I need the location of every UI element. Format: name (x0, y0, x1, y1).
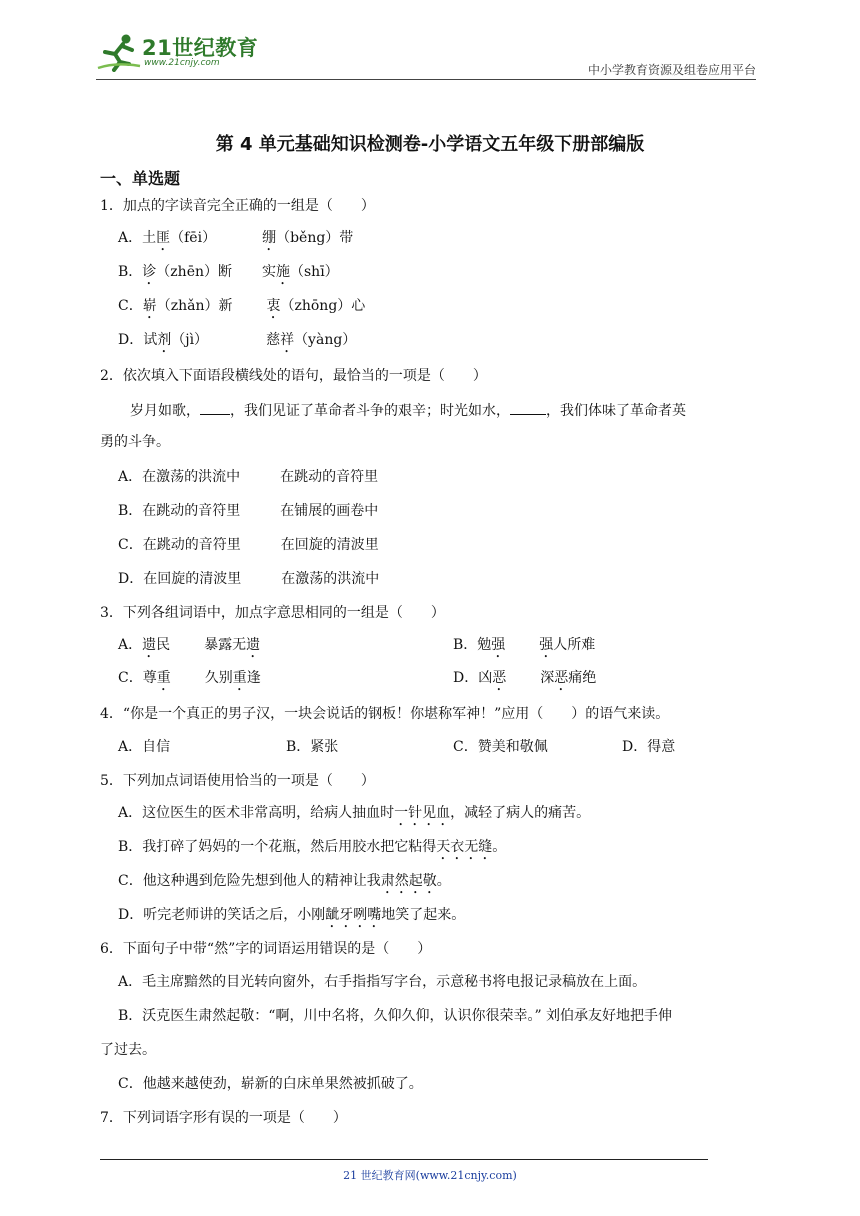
dotted-char: 重 (156, 670, 171, 686)
dotted-char: 恶 (554, 670, 569, 686)
option-text: C．他这种遇到危险先想到他人的精神让我 (118, 873, 381, 889)
header-divider (96, 79, 756, 80)
fill-blank (200, 400, 230, 415)
option-text: 逢 (246, 670, 261, 686)
question-6-option-c: C．他越来越使劲，崭新的白床单果然被抓破了。 (118, 1076, 423, 1092)
option-text: 在激荡的洪流中 (281, 571, 380, 587)
option-text: （zhōng）心 (280, 298, 366, 314)
option-text: 痛绝 (568, 670, 597, 686)
option-text: C． (118, 298, 143, 314)
dotted-char: 恶 (492, 670, 507, 686)
question-6-stem: 6．下面句子中带“然”字的词语运用错误的是（ ） (100, 941, 432, 957)
option-text: （jì） (171, 332, 209, 348)
page-header (0, 0, 860, 90)
page-title: 第 4 单元基础知识检测卷-小学语文五年级下册部编版 (215, 134, 645, 155)
question-1-option-b (118, 262, 339, 288)
option-text: （běng）带 (276, 230, 354, 246)
logo-url: www.21cnjy.com (144, 58, 220, 68)
section-heading: 一、单选题 (100, 169, 181, 188)
passage-text: ，我们体味了革命者英 (546, 403, 686, 419)
option-text: （zhēn）断 (156, 264, 232, 280)
question-5-option-a (118, 803, 590, 829)
option-text: A．这位医生的医术非常高明，给病人抽血时 (118, 805, 395, 821)
question-3-option-c (118, 668, 261, 694)
option-text: A． (118, 637, 143, 653)
dotted-char: 强 (539, 637, 554, 653)
option-text: （fēi） (170, 230, 217, 246)
dotted-char: 遗 (246, 637, 261, 653)
question-2-option-c (118, 535, 379, 555)
question-1-option-c (118, 296, 365, 322)
question-2-option-d (118, 569, 379, 589)
question-1-stem: 1．加点的字读音完全正确的一组是（ ） (100, 198, 375, 214)
question-2-passage (130, 400, 686, 421)
question-1-option-a (118, 228, 353, 254)
option-text: 暴露无 (204, 637, 247, 653)
question-2-option-b (118, 501, 378, 521)
dotted-phrase: 一针见血 (394, 805, 451, 821)
option-text: 久别 (204, 670, 233, 686)
question-5-option-d (118, 905, 465, 931)
option-text: B． (118, 264, 143, 280)
question-2-option-a (118, 467, 378, 487)
option-text: ，减轻了病人的痛苦。 (450, 805, 591, 821)
logo-text: 21世纪教育 (142, 36, 259, 60)
dotted-char: 强 (491, 637, 506, 653)
dotted-char: 绷 (262, 230, 277, 246)
page-footer: 21 世纪教育网(www.21cnjy.com) (343, 1169, 517, 1182)
option-text: B．勉 (453, 637, 492, 653)
option-text: 在铺展的画卷中 (280, 503, 379, 519)
dotted-char: 匪 (156, 230, 171, 246)
option-text: C．在跳动的音符里 (118, 537, 241, 553)
question-2-passage-cont: 勇的斗争。 (100, 434, 170, 450)
footer-divider (100, 1159, 708, 1160)
option-text: 人所难 (553, 637, 596, 653)
option-text: （zhǎn）新 (156, 298, 233, 314)
question-5-option-c (118, 871, 451, 897)
option-text: D．试 (118, 332, 158, 348)
dotted-char: 剂 (157, 332, 172, 348)
option-text: C．尊 (118, 670, 157, 686)
option-text: 民 (156, 637, 171, 653)
question-4-stem: 4．“你是一个真正的男子汉，一块会说话的钢板！你堪称军神！”应用（ ）的语气来读。 (100, 706, 670, 722)
passage-text: ，我们见证了革命者斗争的艰辛；时光如水， (230, 403, 510, 419)
question-3-option-d (453, 668, 596, 694)
question-4-option-c: C．赞美和敬佩 (453, 739, 548, 755)
question-6-option-b: B．沃克医生肃然起敬：“啊，川中名将，久仰久仰，认识你很荣幸。” 刘伯承友好地把手伸 (118, 1008, 673, 1024)
dotted-phrase: 天衣无缝 (436, 839, 493, 855)
question-3-option-a (118, 635, 260, 661)
option-text: D．在回旋的清波里 (118, 571, 242, 587)
question-1-option-d (118, 330, 356, 356)
question-5-stem: 5．下列加点词语使用恰当的一项是（ ） (100, 773, 375, 789)
option-text: A．土 (118, 230, 157, 246)
question-4-option-d: D．得意 (622, 739, 676, 755)
option-text: A．在激荡的洪流中 (118, 469, 241, 485)
option-text: D．凶 (453, 670, 493, 686)
platform-name: 中小学教育资源及组卷应用平台 (587, 63, 756, 77)
question-2-stem: 2．依次填入下面语段横线处的语句，最恰当的一项是（ ） (100, 368, 487, 384)
option-text: 深 (540, 670, 555, 686)
passage-text: 岁月如歌， (130, 403, 200, 419)
dotted-char: 遗 (142, 637, 157, 653)
brand-logo (96, 28, 266, 78)
fill-blank (510, 400, 546, 415)
question-7-stem: 7．下列词语字形有误的一项是（ ） (100, 1110, 347, 1126)
option-text: B．我打碎了妈妈的一个花瓶，然后用胶水把它粘得 (118, 839, 437, 855)
dotted-char: 重 (232, 670, 247, 686)
option-text: B．在跳动的音符里 (118, 503, 241, 519)
option-text: 在回旋的清波里 (280, 537, 379, 553)
question-4-option-a: A．自信 (118, 739, 171, 755)
question-3-option-b (453, 635, 595, 661)
option-text: 实 (262, 264, 276, 280)
dotted-phrase: 龇牙咧嘴 (325, 907, 382, 923)
dotted-phrase: 肃然起敬 (380, 873, 437, 889)
option-text: （shī） (290, 264, 339, 280)
dotted-char: 祥 (280, 332, 295, 348)
option-text: 在跳动的音符里 (280, 469, 379, 485)
question-6-option-a: A．毛主席黯然的目光转向窗外，右手指指写字台，示意秘书将电报记录稿放在上面。 (118, 974, 647, 990)
dotted-char: 崭 (142, 298, 157, 314)
option-text: 地笑了起来。 (381, 907, 466, 923)
option-text: （yàng） (294, 332, 357, 348)
option-text: 慈 (266, 332, 281, 348)
dotted-char: 施 (276, 264, 290, 280)
dotted-char: 衷 (266, 298, 281, 314)
question-3-stem: 3．下列各组词语中，加点字意思相同的一组是（ ） (100, 605, 445, 621)
option-text: 。 (492, 839, 507, 855)
question-6-option-b-cont: 了过去。 (100, 1042, 156, 1058)
runner-logo-icon (96, 32, 142, 72)
option-text: D．听完老师讲的笑话之后，小刚 (118, 907, 326, 923)
dotted-char: 诊 (142, 264, 157, 280)
option-text: 。 (436, 873, 451, 889)
question-4-option-b: B．紧张 (286, 739, 339, 755)
question-5-option-b (118, 837, 506, 863)
